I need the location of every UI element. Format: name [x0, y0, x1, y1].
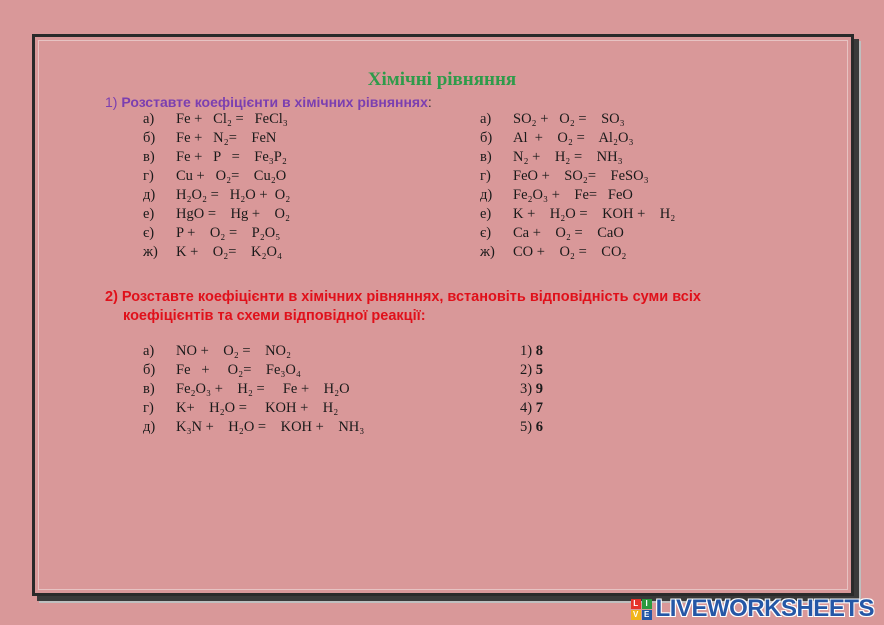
logo-mark-cell: V: [631, 610, 641, 620]
equation-label: ж): [143, 244, 158, 260]
equation-label: б): [480, 130, 493, 146]
answer-number: 3): [520, 381, 533, 397]
answer-option-5: [520, 419, 543, 436]
equation-label: б): [143, 362, 156, 378]
equation-left-v: [143, 149, 287, 166]
task-2-line-2: коефіцієнтів та схеми відповідної реакції:: [123, 308, 426, 324]
equation-text: Ca + O₂ = CaO: [513, 225, 624, 241]
equation-right-e: [480, 206, 675, 223]
equation-text: Al + O₂ = Al₂O₃: [513, 130, 634, 146]
equation-right-zh: [480, 244, 626, 261]
answer-number: 2): [520, 362, 533, 378]
match-equation-d: [143, 419, 364, 436]
logo-mark-cell: L: [631, 599, 641, 609]
equation-right-v: [480, 149, 623, 166]
equation-text: K + O₂= K₂O₄: [176, 244, 283, 260]
equation-label: г): [143, 168, 154, 184]
equation-label: г): [480, 168, 491, 184]
equation-left-a: [143, 111, 288, 128]
answer-option-3: [520, 381, 543, 398]
equation-left-ye: [143, 225, 280, 242]
equation-left-e: [143, 206, 290, 223]
equation-text: P + O₂ = P₂O₅: [176, 225, 281, 241]
equation-text: FeO + SO₂= FeSO₃: [513, 168, 649, 184]
logo-text: LIVEWORKSHEETS: [655, 595, 874, 622]
equation-label: д): [480, 187, 493, 203]
match-equation-g: [143, 400, 338, 417]
task-2-line-1: 2) Розставте коефіцієнти в хімічних рівняннях, встановіть відповідність суми всіх: [105, 289, 701, 305]
task-1-heading: [105, 94, 432, 110]
equation-left-zh: [143, 244, 282, 261]
match-equation-v: [143, 381, 350, 398]
equation-label: а): [143, 111, 155, 127]
equation-text: Fe + Cl₂ = FeCl₃: [176, 111, 288, 127]
equation-label: д): [143, 187, 156, 203]
equation-label: е): [480, 206, 492, 222]
equation-text: Fe₂O₃ + H₂ = Fe + H₂O: [176, 381, 350, 397]
equation-label: в): [143, 381, 155, 397]
equation-label: д): [143, 419, 156, 435]
match-equation-b: [143, 362, 301, 379]
equation-right-g: [480, 168, 649, 185]
answer-option-1: [520, 343, 543, 360]
equation-label: г): [143, 400, 154, 416]
equation-label: б): [143, 130, 156, 146]
answer-number: 5): [520, 419, 533, 435]
equation-text: K+ H₂O = KOH + H₂: [176, 400, 339, 416]
equation-label: ж): [480, 244, 495, 260]
equation-text: NO + O₂ = NO₂: [176, 343, 292, 359]
equation-label: а): [480, 111, 492, 127]
equation-text: Cu + O₂= Cu₂O: [176, 168, 287, 184]
equation-label: в): [480, 149, 492, 165]
equation-text: CO + O₂ = CO₂: [513, 244, 627, 260]
match-equation-a: [143, 343, 291, 360]
equation-right-a: [480, 111, 625, 128]
answer-option-4: [520, 400, 543, 417]
task-1-colon: :: [427, 94, 432, 110]
equation-left-d: [143, 187, 290, 204]
equation-label: в): [143, 149, 155, 165]
answer-number: 1): [520, 343, 533, 359]
equation-label: е): [143, 206, 155, 222]
equation-left-g: [143, 168, 286, 185]
answer-value: 7: [535, 400, 543, 416]
equation-text: HgO = Hg + O₂: [176, 206, 291, 222]
logo-mark-icon: [631, 599, 652, 620]
equation-text: K₃N + H₂O = KOH + NH₃: [176, 419, 365, 435]
equation-right-b: [480, 130, 634, 147]
answer-value: 6: [535, 419, 543, 435]
equation-text: Fe + O₂= Fe₃O₄: [176, 362, 301, 378]
logo-mark-cell: I: [642, 599, 652, 609]
equation-right-ye: [480, 225, 624, 242]
task-1-text: Розставте коефіцієнти в хімічних рівняннях: [121, 94, 428, 110]
equation-label: а): [143, 343, 155, 359]
answer-value: 5: [535, 362, 543, 378]
equation-text: N₂ + H₂ = NH₃: [513, 149, 623, 165]
task-1-number: 1): [105, 94, 118, 110]
equation-text: K + H₂O = KOH + H₂: [513, 206, 676, 222]
answer-value: 8: [535, 343, 543, 359]
task-2-heading: [105, 288, 765, 326]
page-title: Хімічні рівняння: [367, 69, 517, 90]
equation-text: Fe + N₂= FeN: [176, 130, 277, 146]
equation-text: H₂O₂ = H₂O + O₂: [176, 187, 291, 203]
answer-option-2: [520, 362, 543, 379]
equation-text: Fe₂O₃ + Fe= FeO: [513, 187, 633, 203]
equation-text: SO₂ + O₂ = SO₃: [513, 111, 625, 127]
equation-label: є): [143, 225, 155, 241]
liveworksheets-logo[interactable]: [631, 597, 874, 621]
answer-number: 4): [520, 400, 533, 416]
equation-right-d: [480, 187, 633, 204]
logo-mark-cell: E: [642, 610, 652, 620]
equation-label: є): [480, 225, 492, 241]
equation-left-b: [143, 130, 276, 147]
equation-text: Fe + P = Fe₃P₂: [176, 149, 287, 165]
answer-value: 9: [535, 381, 543, 397]
